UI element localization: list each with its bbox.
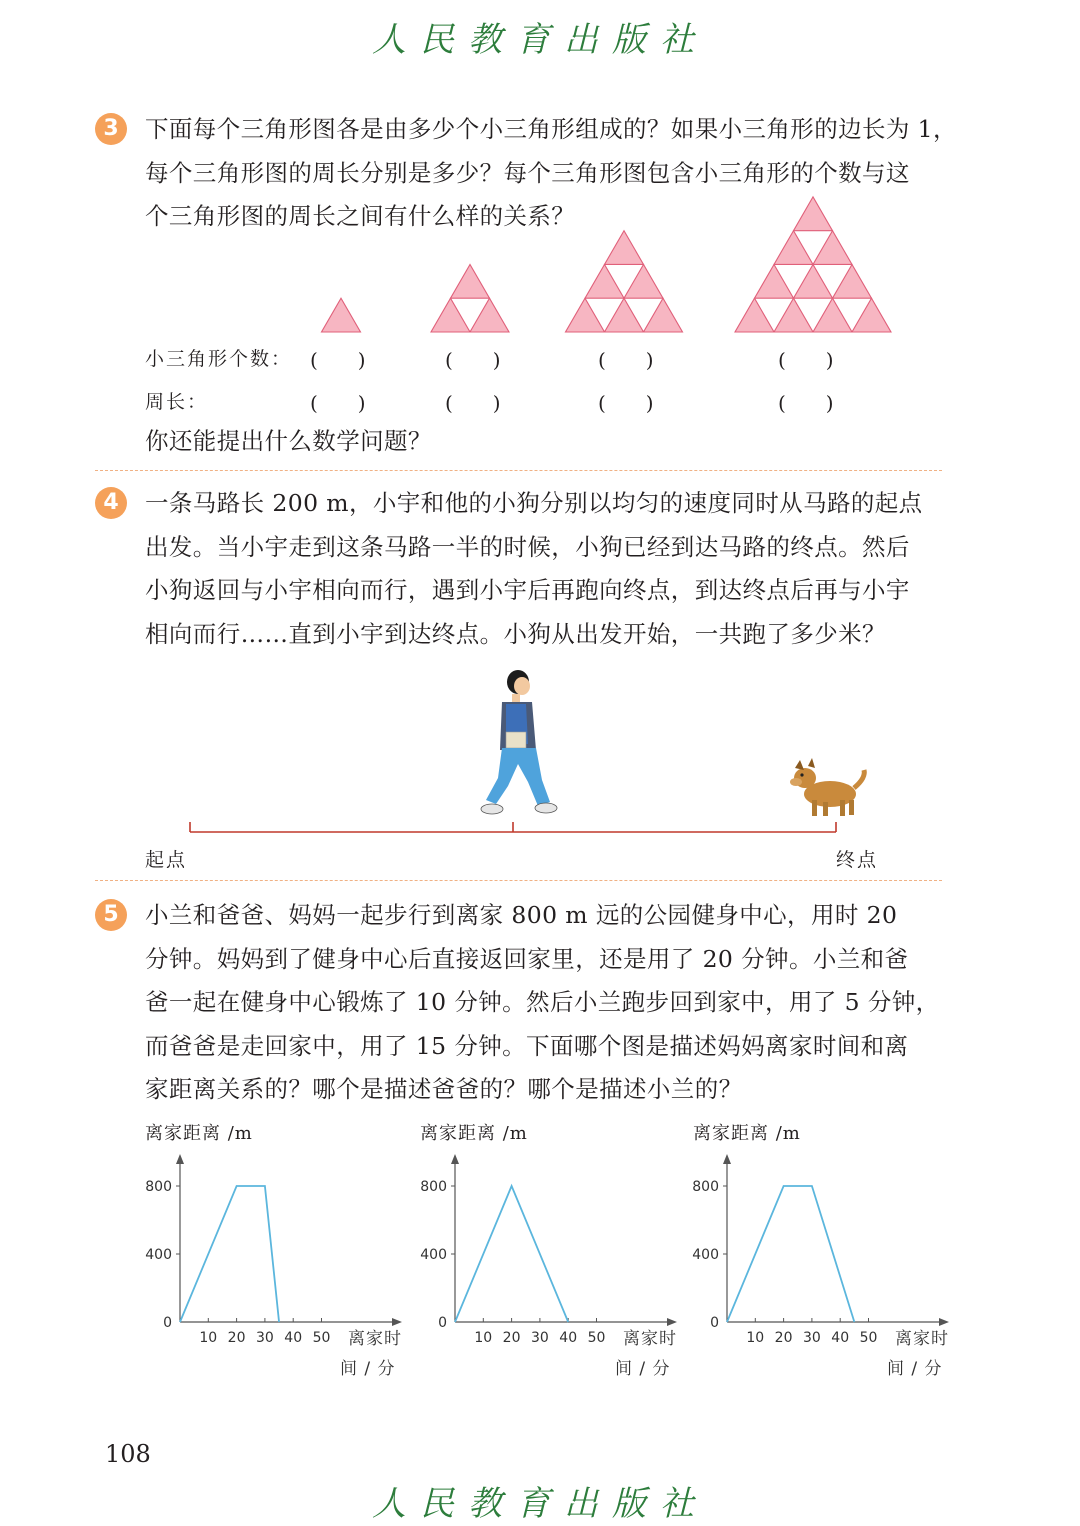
perimeter-label: 周长： [145,391,209,413]
triangle-group [322,197,892,332]
small-triangle [735,298,774,332]
question-5-line-1: 小兰和爸爸、妈妈一起步行到离家 800 m 远的公园健身中心，用时 20 [145,901,898,929]
question-5-number: 5 [95,899,127,931]
series-line [180,1186,279,1322]
question-5-text [145,894,940,1112]
perimeter-blank-1[interactable]: ( ) [310,391,366,415]
x-tick-label: 30 [802,1330,821,1346]
divider [95,880,942,881]
chart-1 [135,1150,415,1390]
boy-illustration [481,670,557,814]
x-tick-label: 40 [559,1330,578,1346]
triangle-figure-4 [735,197,891,332]
small-triangle [833,264,872,298]
small-triangle [431,298,470,332]
y-tick-label: 0 [710,1315,719,1331]
series-line [727,1186,854,1322]
question-3-followup: 你还能提出什么数学问题？ [145,427,432,455]
y-tick-label: 800 [692,1179,719,1195]
count-blank-1[interactable]: ( ) [310,348,366,372]
x-axis-label: 离家时 [623,1329,677,1349]
small-triangle [755,264,794,298]
x-tick-label: 10 [474,1330,493,1346]
start-point-label: 起点 [145,849,188,871]
x-tick-label: 10 [746,1330,765,1346]
perimeter-blank-4[interactable]: ( ) [778,391,834,415]
small-triangle [585,264,624,298]
question-3-line-2: 每个三角形图的周长分别是多少？每个三角形图包含小三角形的个数与这 [145,158,910,187]
x-axis-arrow [392,1318,402,1326]
triangle-figures [300,190,920,340]
x-tick-label: 40 [284,1330,303,1346]
x-tick-label: 30 [255,1330,274,1346]
small-triangle [774,298,813,332]
small-triangle [322,298,361,332]
question-5-line-5: 家距离关系的？哪个是描述爸爸的？哪个是描述小兰的？ [145,1075,743,1103]
y-tick-label: 400 [145,1247,172,1263]
count-blank-2[interactable]: ( ) [445,348,501,372]
triangle-figure-3 [566,231,683,332]
small-triangle [605,231,644,265]
publisher-header: 人民教育出版社 [372,20,708,60]
x-axis-label: 间 / 分 [615,1359,671,1379]
x-tick-label: 20 [227,1330,246,1346]
count-blank-4[interactable]: ( ) [778,348,834,372]
divider [95,470,942,471]
x-axis-arrow [667,1318,677,1326]
y-tick-label: 400 [420,1247,447,1263]
x-axis-label: 离家时 [348,1329,402,1349]
small-triangle [813,231,852,265]
question-4-line-4: 相向而行……直到小宇到达终点。小狗从出发开始，一共跑了多少米？ [145,619,886,648]
small-triangle [566,298,605,332]
count-label: 小三角形个数： [145,348,293,370]
small-triangle [624,264,663,298]
chart-2-ylabel: 离家距离 /m [420,1123,528,1144]
series-line [455,1186,568,1322]
small-triangle [794,197,833,231]
small-triangle [451,264,490,298]
question-5-line-2: 分钟。妈妈到了健身中心后直接返回家里，还是用了 20 分钟。小兰和爸 [145,944,909,973]
question-4-line-3: 小狗返回与小宇相向而行，遇到小宇后再跑向终点，到达终点后再与小宇 [145,576,910,604]
x-axis-arrow [939,1318,949,1326]
dog-illustration [790,758,864,816]
chart-3 [682,1150,962,1390]
x-tick-label: 30 [530,1330,549,1346]
road-illustration [140,660,940,845]
y-axis-arrow [451,1154,459,1164]
question-4-line-1: 一条马路长 200 m，小宇和他的小狗分别以均匀的速度同时从马路的起点 [145,489,923,517]
x-axis-label: 间 / 分 [887,1359,943,1379]
y-tick-label: 800 [420,1179,447,1195]
small-triangle [852,298,891,332]
question-4-line-2: 出发。当小宇走到这条马路一半的时候，小狗已经到达马路的终点。然后 [145,532,910,561]
perimeter-blank-3[interactable]: ( ) [598,391,654,415]
small-triangle [794,264,833,298]
question-4-text [145,482,923,656]
x-tick-label: 50 [587,1330,606,1346]
y-axis-arrow [723,1154,731,1164]
publisher-footer: 人民教育出版社 [372,1484,708,1524]
end-point-label: 终点 [836,849,879,871]
small-triangle [644,298,683,332]
x-tick-label: 40 [831,1330,850,1346]
chart-2 [410,1150,690,1390]
question-3-number: 3 [95,113,127,145]
count-blank-3[interactable]: ( ) [598,348,654,372]
question-5-line-4: 而爸爸是走回家中，用了 15 分钟。下面哪个图是描述妈妈离家时间和离 [145,1031,909,1060]
x-tick-label: 10 [199,1330,218,1346]
perimeter-blank-2[interactable]: ( ) [445,391,501,415]
small-triangle [774,231,813,265]
road-line [190,822,836,832]
y-tick-label: 400 [692,1247,719,1263]
x-axis-label: 间 / 分 [340,1359,396,1379]
y-axis-arrow [176,1154,184,1164]
page-number: 108 [105,1440,151,1468]
y-tick-label: 0 [438,1315,447,1331]
x-tick-label: 50 [859,1330,878,1346]
triangle-figure-2 [431,264,509,332]
x-tick-label: 50 [312,1330,331,1346]
small-triangle [470,298,509,332]
chart-1-ylabel: 离家距离 /m [145,1123,253,1144]
x-axis-label: 离家时 [895,1329,949,1349]
chart-3-ylabel: 离家距离 /m [693,1123,801,1144]
question-3-line-1: 下面每个三角形图各是由多少个小三角形组成的？如果小三角形的边长为 1， [145,115,957,143]
question-5-line-3: 爸一起在健身中心锻炼了 10 分钟。然后小兰跑步回到家中，用了 5 分钟， [145,988,940,1016]
y-tick-label: 0 [163,1315,172,1331]
triangle-figure-1 [322,298,361,332]
y-tick-label: 800 [145,1179,172,1195]
small-triangle [605,298,644,332]
x-tick-label: 20 [502,1330,521,1346]
small-triangle [813,298,852,332]
question-3-line-3: 个三角形图的周长之间有什么样的关系？ [145,202,576,230]
x-tick-label: 20 [774,1330,793,1346]
question-4-number: 4 [95,487,127,519]
